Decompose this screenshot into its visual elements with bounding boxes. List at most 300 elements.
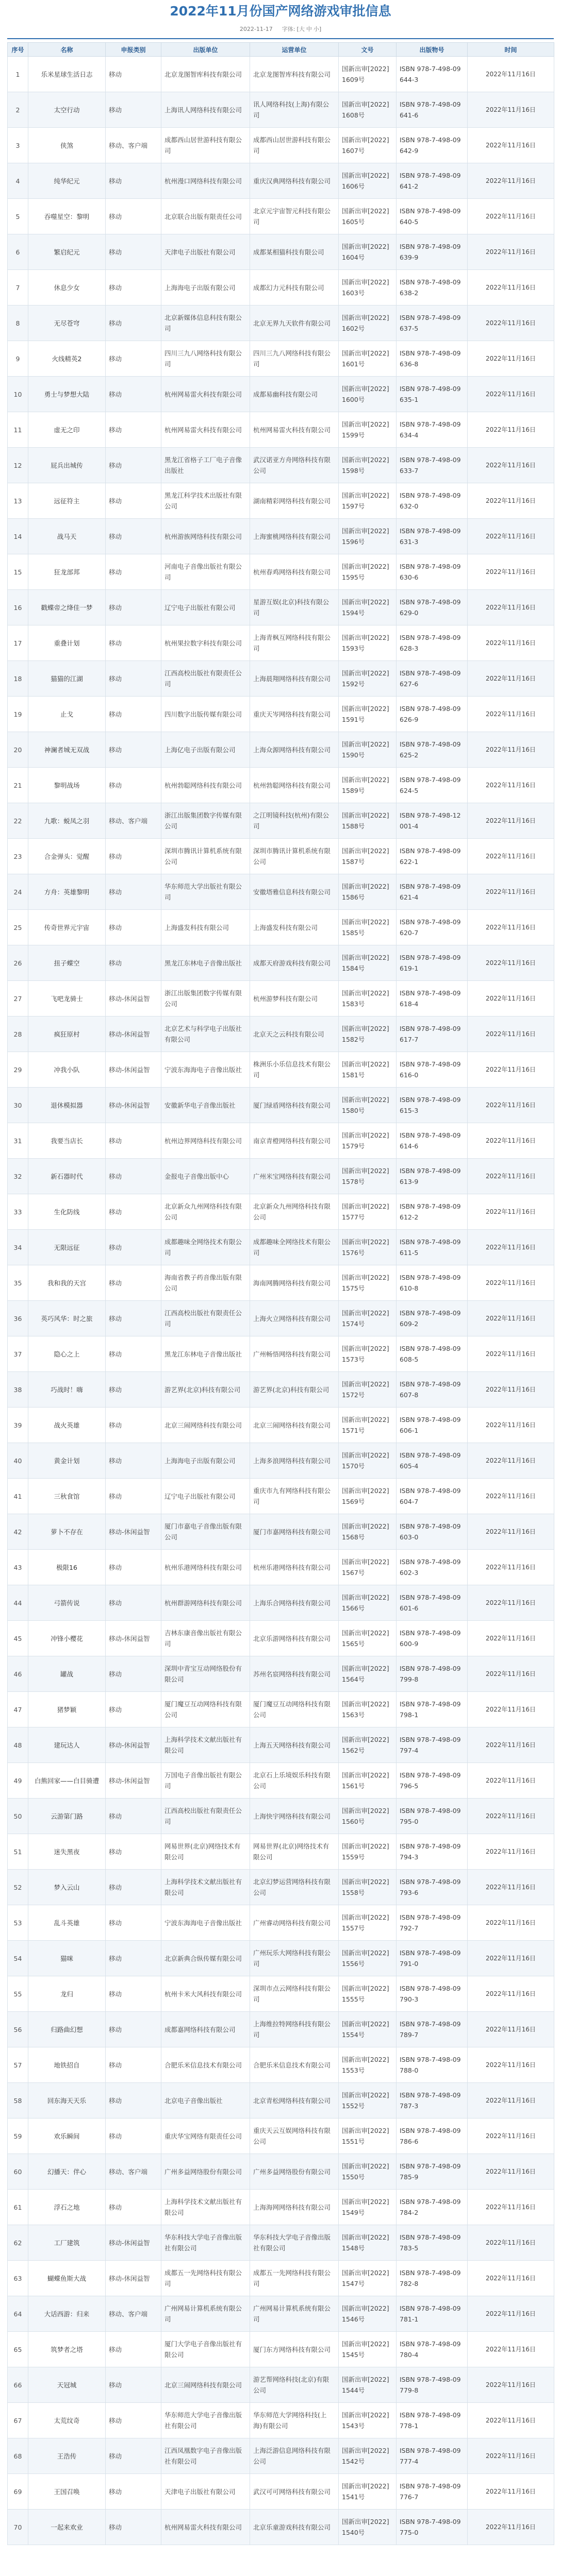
declare-type-cell: 移动 xyxy=(106,2367,161,2403)
approval-time-cell: 2022年11月16日 xyxy=(468,732,554,768)
approval-time-cell: 2022年11月16日 xyxy=(468,2012,554,2047)
game-name-cell: 大话西游：归来 xyxy=(28,2296,106,2332)
doc-number-cell: 国新出审[2022]1551号 xyxy=(339,2119,397,2154)
table-row xyxy=(8,2154,554,2190)
approval-time-cell: 2022年11月16日 xyxy=(468,1052,554,1088)
operator-cell: 苏州名宸网络科技有限公司 xyxy=(250,1656,339,1692)
game-name-cell: 三秋食馆 xyxy=(28,1479,106,1514)
table-row xyxy=(8,1656,554,1692)
publisher-cell: 河南电子音像出版社有限公司 xyxy=(161,554,250,590)
isbn-number-cell: ISBN 978-7-498-09615-3 xyxy=(397,1088,468,1123)
operator-cell: 广州多益网络股份有限公司 xyxy=(250,2154,339,2190)
game-name-cell: 地铁招自 xyxy=(28,2047,106,2083)
isbn-number-cell: ISBN 978-7-498-09795-0 xyxy=(397,1799,468,1834)
game-name-cell: 浮石之地 xyxy=(28,2190,106,2225)
operator-cell: 厦门魔豆互动网络科技有限公司 xyxy=(250,1692,339,1727)
operator-cell: 杭州春鸡网络科技有限公司 xyxy=(250,554,339,590)
publisher-cell: 杭州网易雷火科技有限公司 xyxy=(161,377,250,412)
doc-number-cell: 国新出审[2022]1596号 xyxy=(339,519,397,554)
table-row xyxy=(8,1194,554,1230)
row-index-cell: 7 xyxy=(8,270,28,306)
table-row xyxy=(8,1408,554,1443)
approval-time-cell: 2022年11月16日 xyxy=(468,910,554,945)
header-type: 申报类别 xyxy=(106,43,161,57)
declare-type-cell: 移动-休闲益智 xyxy=(106,981,161,1016)
publisher-cell: 重庆华宝网络有限责任公司 xyxy=(161,2119,250,2154)
table-row xyxy=(8,2296,554,2332)
doc-number-cell: 国新出审[2022]1583号 xyxy=(339,981,397,1016)
row-index-cell: 28 xyxy=(8,1016,28,1052)
table-row xyxy=(8,412,554,448)
game-name-cell: 极限16 xyxy=(28,1550,106,1585)
game-name-cell: 黎明战场 xyxy=(28,768,106,803)
game-name-cell: 蝴蝶鱼斯大战 xyxy=(28,2261,106,2296)
doc-number-cell: 国新出审[2022]1567号 xyxy=(339,1550,397,1585)
row-index-cell: 37 xyxy=(8,1336,28,1372)
isbn-number-cell: ISBN 978-7-498-09616-0 xyxy=(397,1052,468,1088)
isbn-number-cell: ISBN 978-7-498-09630-6 xyxy=(397,554,468,590)
table-row xyxy=(8,1301,554,1336)
game-name-cell: 冲我小队 xyxy=(28,1052,106,1088)
row-index-cell: 12 xyxy=(8,448,28,483)
table-row xyxy=(8,981,554,1016)
doc-number-cell: 国新出审[2022]1575号 xyxy=(339,1265,397,1301)
approval-time-cell: 2022年11月16日 xyxy=(468,2474,554,2510)
header-operator: 运营单位 xyxy=(250,43,339,57)
table-row xyxy=(8,768,554,803)
doc-number-cell: 国新出审[2022]1598号 xyxy=(339,448,397,483)
header-isbn: 出版物号 xyxy=(397,43,468,57)
doc-number-cell: 国新出审[2022]1603号 xyxy=(339,270,397,306)
declare-type-cell: 移动-休闲益智 xyxy=(106,1514,161,1550)
operator-cell: 上海五天网络科技有限公司 xyxy=(250,1727,339,1763)
row-index-cell: 10 xyxy=(8,377,28,412)
operator-cell: 广州睿动网络科技有限公司 xyxy=(250,1905,339,1941)
isbn-number-cell: ISBN 978-7-498-09789-7 xyxy=(397,2012,468,2047)
isbn-number-cell: ISBN 978-7-498-09609-2 xyxy=(397,1301,468,1336)
publisher-cell: 北京龙图智库科技有限公司 xyxy=(161,57,250,92)
row-index-cell: 32 xyxy=(8,1159,28,1194)
publisher-cell: 杭州果拉数字科技有限公司 xyxy=(161,625,250,661)
isbn-number-cell: ISBN 978-7-498-09635-1 xyxy=(397,377,468,412)
operator-cell: 游艺界(北京)科技有限公司 xyxy=(250,1372,339,1408)
operator-cell: 华东师范大学网络科技(上海)有限公司 xyxy=(250,2403,339,2438)
publisher-cell: 华东科技大学电子音像出版社有限公司 xyxy=(161,2225,250,2261)
row-index-cell: 26 xyxy=(8,945,28,981)
doc-number-cell: 国新出审[2022]1608号 xyxy=(339,92,397,128)
operator-cell: 重庆市九有网络科技有限公司 xyxy=(250,1479,339,1514)
game-name-cell: 退休模拟器 xyxy=(28,1088,106,1123)
publisher-cell: 成都嘉网络科技有限公司 xyxy=(161,2012,250,2047)
publisher-cell: 杭州群游网络科技有限公司 xyxy=(161,1585,250,1621)
isbn-number-cell: ISBN 978-7-498-09631-3 xyxy=(397,519,468,554)
publisher-cell: 北京艺术与科学电子出版社有限公司 xyxy=(161,1016,250,1052)
approval-time-cell: 2022年11月16日 xyxy=(468,2367,554,2403)
approval-time-cell: 2022年11月16日 xyxy=(468,1479,554,1514)
game-name-cell: 吞噬星空：黎明 xyxy=(28,199,106,234)
table-row xyxy=(8,199,554,234)
row-index-cell: 20 xyxy=(8,732,28,768)
operator-cell: 株洲乐小乐信息技术有限公司 xyxy=(250,1052,339,1088)
row-index-cell: 42 xyxy=(8,1514,28,1550)
publisher-cell: 天津电子出版社有限公司 xyxy=(161,234,250,270)
publisher-cell: 吉林东康音像出版社有限公司 xyxy=(161,1621,250,1656)
declare-type-cell: 移动 xyxy=(106,1159,161,1194)
game-name-cell: 迷失黑夜 xyxy=(28,1834,106,1870)
table-row xyxy=(8,234,554,270)
operator-cell: 杭州乐港网络科技有限公司 xyxy=(250,1550,339,1585)
publisher-cell: 成都五一先网络科技有限公司 xyxy=(161,2261,250,2296)
header-name: 名称 xyxy=(28,43,106,57)
isbn-number-cell: ISBN 978-7-498-09608-5 xyxy=(397,1336,468,1372)
declare-type-cell: 移动 xyxy=(106,448,161,483)
row-index-cell: 4 xyxy=(8,163,28,199)
row-index-cell: 50 xyxy=(8,1799,28,1834)
publisher-cell: 杭州乐港网络科技有限公司 xyxy=(161,1550,250,1585)
publisher-cell: 游艺界(北京)科技有限公司 xyxy=(161,1372,250,1408)
game-name-cell: 我和我的天宫 xyxy=(28,1265,106,1301)
table-row xyxy=(8,2332,554,2367)
declare-type-cell: 移动 xyxy=(106,2047,161,2083)
approval-time-cell: 2022年11月16日 xyxy=(468,270,554,306)
declare-type-cell: 移动 xyxy=(106,2438,161,2474)
game-name-cell: 飞吧龙骑士 xyxy=(28,981,106,1016)
approval-time-cell: 2022年11月16日 xyxy=(468,2083,554,2119)
publisher-cell: 杭州网易雷火科技有限公司 xyxy=(161,2510,250,2545)
publisher-cell: 厦门魔豆互动网络科技有限公司 xyxy=(161,1692,250,1727)
operator-cell: 北京新众九州网络科技有限公司 xyxy=(250,1194,339,1230)
row-index-cell: 8 xyxy=(8,306,28,341)
operator-cell: 北京石上乐境娱乐科技有限公司 xyxy=(250,1763,339,1799)
approval-time-cell: 2022年11月16日 xyxy=(468,2047,554,2083)
approval-time-cell: 2022年11月16日 xyxy=(468,1159,554,1194)
approval-time-cell: 2022年11月16日 xyxy=(468,57,554,92)
operator-cell: 杭州勃聪网络科技有限公司 xyxy=(250,768,339,803)
approval-time-cell: 2022年11月16日 xyxy=(468,2403,554,2438)
font-size-small-button[interactable]: 小] xyxy=(313,26,322,32)
publisher-cell: 宁波东海海电子音像出版社 xyxy=(161,1052,250,1088)
approval-time-cell: 2022年11月16日 xyxy=(468,1763,554,1799)
game-name-cell: 虚无之印 xyxy=(28,412,106,448)
row-index-cell: 30 xyxy=(8,1088,28,1123)
operator-cell: 上海维拉特网络科技有限公司 xyxy=(250,2012,339,2047)
font-size-large-button[interactable]: [大 xyxy=(296,26,305,32)
isbn-number-cell: ISBN 978-7-498-09621-4 xyxy=(397,874,468,910)
doc-number-cell: 国新出审[2022]1546号 xyxy=(339,2296,397,2332)
table-row xyxy=(8,341,554,377)
row-index-cell: 19 xyxy=(8,697,28,732)
operator-cell: 成都易幽科技有限公司 xyxy=(250,377,339,412)
doc-number-cell: 国新出审[2022]1571号 xyxy=(339,1408,397,1443)
game-name-cell: 英巧风华：时之旅 xyxy=(28,1301,106,1336)
row-index-cell: 53 xyxy=(8,1905,28,1941)
operator-cell: 游艺帮网络科技(北京)有限公司 xyxy=(250,2367,339,2403)
declare-type-cell: 移动 xyxy=(106,1585,161,1621)
publisher-cell: 北京三闹网络科技有限公司 xyxy=(161,1408,250,1443)
game-name-cell: 扭子蝶空 xyxy=(28,945,106,981)
game-name-cell: 屁兵出城传 xyxy=(28,448,106,483)
declare-type-cell: 移动 xyxy=(106,945,161,981)
publisher-cell: 黑龙江东林电子音像出版社 xyxy=(161,1336,250,1372)
doc-number-cell: 国新出审[2022]1545号 xyxy=(339,2332,397,2367)
doc-number-cell: 国新出审[2022]1569号 xyxy=(339,1479,397,1514)
game-name-cell: 梦入云山 xyxy=(28,1870,106,1905)
isbn-number-cell: ISBN 978-7-498-09778-1 xyxy=(397,2403,468,2438)
publisher-cell: 广州多益网络股份有限公司 xyxy=(161,2154,250,2190)
table-row xyxy=(8,554,554,590)
publisher-cell: 杭州网易雷火科技有限公司 xyxy=(161,412,250,448)
game-name-cell: 萝卜不存在 xyxy=(28,1514,106,1550)
game-name-cell: 工厂建筑 xyxy=(28,2225,106,2261)
doc-number-cell: 国新出审[2022]1541号 xyxy=(339,2474,397,2510)
publisher-cell: 北京新典合纵传媒有限公司 xyxy=(161,1941,250,1976)
publisher-cell: 杭州游族网络科技有限公司 xyxy=(161,519,250,554)
title-divider xyxy=(7,38,554,39)
publisher-cell: 成都西山居世游科技有限公司 xyxy=(161,128,250,163)
operator-cell: 厦门绿盾网络科技有限公司 xyxy=(250,1088,339,1123)
approval-time-cell: 2022年11月16日 xyxy=(468,2225,554,2261)
operator-cell: 武汉可可网络科技有限公司 xyxy=(250,2474,339,2510)
isbn-number-cell: ISBN 978-7-498-09612-2 xyxy=(397,1194,468,1230)
isbn-number-cell: ISBN 978-7-498-09641-6 xyxy=(397,92,468,128)
row-index-cell: 52 xyxy=(8,1870,28,1905)
declare-type-cell: 移动 xyxy=(106,341,161,377)
publisher-cell: 成都趣味全网络技术有限公司 xyxy=(161,1230,250,1265)
approval-time-cell: 2022年11月16日 xyxy=(468,1443,554,1479)
declare-type-cell: 移动 xyxy=(106,1265,161,1301)
publish-date: 2022-11-17 xyxy=(239,25,273,32)
operator-cell: 厦门市嘉网络科技有限公司 xyxy=(250,1514,339,1550)
doc-number-cell: 国新出审[2022]1560号 xyxy=(339,1799,397,1834)
operator-cell: 厦门东方网络科技有限公司 xyxy=(250,2332,339,2367)
game-name-cell: 无尽苍穹 xyxy=(28,306,106,341)
isbn-number-cell: ISBN 978-7-498-09614-6 xyxy=(397,1123,468,1159)
game-name-cell: 云游第门路 xyxy=(28,1799,106,1834)
row-index-cell: 70 xyxy=(8,2510,28,2545)
operator-cell: 上海泛游信息网络科技有限公司 xyxy=(250,2438,339,2474)
isbn-number-cell: ISBN 978-7-498-09632-0 xyxy=(397,483,468,519)
row-index-cell: 11 xyxy=(8,412,28,448)
approval-time-cell: 2022年11月16日 xyxy=(468,1799,554,1834)
game-name-cell: 重叠计划 xyxy=(28,625,106,661)
declare-type-cell: 移动 xyxy=(106,2403,161,2438)
approval-time-cell: 2022年11月16日 xyxy=(468,1194,554,1230)
table-row xyxy=(8,1621,554,1656)
approval-time-cell: 2022年11月16日 xyxy=(468,1834,554,1870)
doc-number-cell: 国新出审[2022]1597号 xyxy=(339,483,397,519)
publisher-cell: 江西高校出版社有限责任公司 xyxy=(161,1799,250,1834)
approval-time-cell: 2022年11月16日 xyxy=(468,1870,554,1905)
table-row xyxy=(8,839,554,874)
isbn-number-cell: ISBN 978-7-498-09634-4 xyxy=(397,412,468,448)
operator-cell: 深圳市点云网络科技有限公司 xyxy=(250,1976,339,2012)
game-name-cell: 侠煞 xyxy=(28,128,106,163)
operator-cell: 上海海网网络科技有限公司 xyxy=(250,2190,339,2225)
table-body xyxy=(8,57,554,2545)
game-name-cell: 王浩传 xyxy=(28,2438,106,2474)
doc-number-cell: 国新出审[2022]1562号 xyxy=(339,1727,397,1763)
publisher-cell: 北京三闹网络科技有限公司 xyxy=(161,2367,250,2403)
publisher-cell: 万国电子音像出版社有限公司 xyxy=(161,1763,250,1799)
operator-cell: 成都天府游戏科技有限公司 xyxy=(250,945,339,981)
approval-time-cell: 2022年11月16日 xyxy=(468,1656,554,1692)
operator-cell: 成都趣味全网络技术有限公司 xyxy=(250,1230,339,1265)
approval-time-cell: 2022年11月16日 xyxy=(468,1976,554,2012)
row-index-cell: 68 xyxy=(8,2438,28,2474)
operator-cell: 北京乐童游戏科技有限公司 xyxy=(250,2510,339,2545)
operator-cell: 广州畅悟网络科技有限公司 xyxy=(250,1336,339,1372)
table-row xyxy=(8,1976,554,2012)
publisher-cell: 上海科学技术文献出版社有限公司 xyxy=(161,1727,250,1763)
isbn-number-cell: ISBN 978-7-498-09776-7 xyxy=(397,2474,468,2510)
isbn-number-cell: ISBN 978-7-498-09624-5 xyxy=(397,768,468,803)
declare-type-cell: 移动 xyxy=(106,590,161,625)
doc-number-cell: 国新出审[2022]1565号 xyxy=(339,1621,397,1656)
approval-time-cell: 2022年11月16日 xyxy=(468,803,554,839)
declare-type-cell: 移动 xyxy=(106,625,161,661)
game-name-cell: 乱斗英雄 xyxy=(28,1905,106,1941)
game-name-cell: 弓箭传说 xyxy=(28,1585,106,1621)
game-name-cell: 新石器时代 xyxy=(28,1159,106,1194)
doc-number-cell: 国新出审[2022]1570号 xyxy=(339,1443,397,1479)
doc-number-cell: 国新出审[2022]1587号 xyxy=(339,839,397,874)
game-name-cell: 猪梦颖 xyxy=(28,1692,106,1727)
declare-type-cell: 移动 xyxy=(106,1941,161,1976)
meta-bar xyxy=(0,22,561,36)
game-name-cell: 战火英雄 xyxy=(28,1408,106,1443)
declare-type-cell: 移动 xyxy=(106,697,161,732)
table-row xyxy=(8,1585,554,1621)
approval-time-cell: 2022年11月16日 xyxy=(468,2510,554,2545)
declare-type-cell: 移动 xyxy=(106,661,161,697)
table-row xyxy=(8,1727,554,1763)
doc-number-cell: 国新出审[2022]1574号 xyxy=(339,1301,397,1336)
row-index-cell: 6 xyxy=(8,234,28,270)
doc-number-cell: 国新出审[2022]1580号 xyxy=(339,1088,397,1123)
table-row xyxy=(8,2367,554,2403)
approval-time-cell: 2022年11月16日 xyxy=(468,1372,554,1408)
doc-number-cell: 国新出审[2022]1601号 xyxy=(339,341,397,377)
table-row xyxy=(8,1088,554,1123)
operator-cell: 上海蜜桃网络科技有限公司 xyxy=(250,519,339,554)
game-name-cell: 隐心之上 xyxy=(28,1336,106,1372)
doc-number-cell: 国新出审[2022]1544号 xyxy=(339,2367,397,2403)
table-row xyxy=(8,1905,554,1941)
doc-number-cell: 国新出审[2022]1595号 xyxy=(339,554,397,590)
declare-type-cell: 移动 xyxy=(106,1692,161,1727)
operator-cell: 重庆天云互娱网络科技有限公司 xyxy=(250,2119,339,2154)
game-name-cell: 远征符主 xyxy=(28,483,106,519)
table-row xyxy=(8,1763,554,1799)
publisher-cell: 杭州勃聪网络科技有限公司 xyxy=(161,768,250,803)
isbn-number-cell: ISBN 978-7-498-09613-9 xyxy=(397,1159,468,1194)
declare-type-cell: 移动 xyxy=(106,910,161,945)
row-index-cell: 60 xyxy=(8,2154,28,2190)
row-index-cell: 47 xyxy=(8,1692,28,1727)
operator-cell: 网易世界(北京)网络技术有限公司 xyxy=(250,1834,339,1870)
operator-cell: 北京龙图智库科技有限公司 xyxy=(250,57,339,92)
approval-time-cell: 2022年11月16日 xyxy=(468,234,554,270)
row-index-cell: 48 xyxy=(8,1727,28,1763)
publisher-cell: 辽宁电子出版社有限公司 xyxy=(161,590,250,625)
game-name-cell: 白熊回家——白目骑遭 xyxy=(28,1763,106,1799)
doc-number-cell: 国新出审[2022]1555号 xyxy=(339,1976,397,2012)
table-row xyxy=(8,945,554,981)
doc-number-cell: 国新出审[2022]1556号 xyxy=(339,1941,397,1976)
publisher-cell: 厦门市嘉电子音像出版有限公司 xyxy=(161,1514,250,1550)
row-index-cell: 29 xyxy=(8,1052,28,1088)
doc-number-cell: 国新出审[2022]1563号 xyxy=(339,1692,397,1727)
doc-number-cell: 国新出审[2022]1548号 xyxy=(339,2225,397,2261)
approval-time-cell: 2022年11月16日 xyxy=(468,377,554,412)
approval-table xyxy=(7,42,554,2545)
table-row xyxy=(8,377,554,412)
operator-cell: 广州网易计算机系统有限公司 xyxy=(250,2296,339,2332)
operator-cell: 上海众源网络科技有限公司 xyxy=(250,732,339,768)
publisher-cell: 黑龙江科学技术出版社有限公司 xyxy=(161,483,250,519)
doc-number-cell: 国新出审[2022]1588号 xyxy=(339,803,397,839)
row-index-cell: 13 xyxy=(8,483,28,519)
declare-type-cell: 移动-休闲益智 xyxy=(106,1621,161,1656)
declare-type-cell: 移动 xyxy=(106,768,161,803)
operator-cell: 合肥乐米信息技术有限公司 xyxy=(250,2047,339,2083)
game-name-cell: 繁启纪元 xyxy=(28,234,106,270)
row-index-cell: 17 xyxy=(8,625,28,661)
isbn-number-cell: ISBN 978-7-498-09788-0 xyxy=(397,2047,468,2083)
isbn-number-cell: ISBN 978-7-498-09790-3 xyxy=(397,1976,468,2012)
approval-time-cell: 2022年11月16日 xyxy=(468,839,554,874)
isbn-number-cell: ISBN 978-7-498-09633-7 xyxy=(397,448,468,483)
publisher-cell: 华东师范大学出版社有限公司 xyxy=(161,874,250,910)
game-name-cell: 戳蝶帝之绛佳一梦 xyxy=(28,590,106,625)
declare-type-cell: 移动 xyxy=(106,554,161,590)
isbn-number-cell: ISBN 978-7-498-09602-3 xyxy=(397,1550,468,1585)
isbn-number-cell: ISBN 978-7-498-09637-5 xyxy=(397,306,468,341)
game-name-cell: 止戈 xyxy=(28,697,106,732)
declare-type-cell: 移动 xyxy=(106,270,161,306)
operator-cell: 成都幻力元科技有限公司 xyxy=(250,270,339,306)
row-index-cell: 43 xyxy=(8,1550,28,1585)
publisher-cell: 上海亿电子出版有限公司 xyxy=(161,732,250,768)
operator-cell: 北京青松网络科技有限公司 xyxy=(250,2083,339,2119)
game-name-cell: 罐战 xyxy=(28,1656,106,1692)
approval-time-cell: 2022年11月16日 xyxy=(468,1016,554,1052)
publisher-cell: 上海海电子出版有限公司 xyxy=(161,1443,250,1479)
row-index-cell: 21 xyxy=(8,768,28,803)
doc-number-cell: 国新出审[2022]1566号 xyxy=(339,1585,397,1621)
table-row xyxy=(8,2190,554,2225)
publisher-cell: 北京新众九州网络科技有限公司 xyxy=(161,1194,250,1230)
publisher-cell: 北京新媒体信息科技有限公司 xyxy=(161,306,250,341)
isbn-number-cell: ISBN 978-7-498-09628-3 xyxy=(397,625,468,661)
approval-time-cell: 2022年11月16日 xyxy=(468,1621,554,1656)
table-row xyxy=(8,2012,554,2047)
doc-number-cell: 国新出审[2022]1550号 xyxy=(339,2154,397,2190)
declare-type-cell: 移动、客户端 xyxy=(106,2154,161,2190)
game-name-cell: 狂龙部邦 xyxy=(28,554,106,590)
game-name-cell: 无限远征 xyxy=(28,1230,106,1265)
operator-cell: 成都某相猫科技有限公司 xyxy=(250,234,339,270)
declare-type-cell: 移动 xyxy=(106,2332,161,2367)
row-index-cell: 49 xyxy=(8,1763,28,1799)
declare-type-cell: 移动 xyxy=(106,2119,161,2154)
font-size-medium-button[interactable]: 中 xyxy=(306,26,312,32)
isbn-number-cell: ISBN 978-7-498-09620-7 xyxy=(397,910,468,945)
table-header xyxy=(8,43,554,57)
isbn-number-cell: ISBN 978-7-498-09640-5 xyxy=(397,199,468,234)
doc-number-cell: 国新出审[2022]1586号 xyxy=(339,874,397,910)
approval-time-cell: 2022年11月16日 xyxy=(468,1123,554,1159)
